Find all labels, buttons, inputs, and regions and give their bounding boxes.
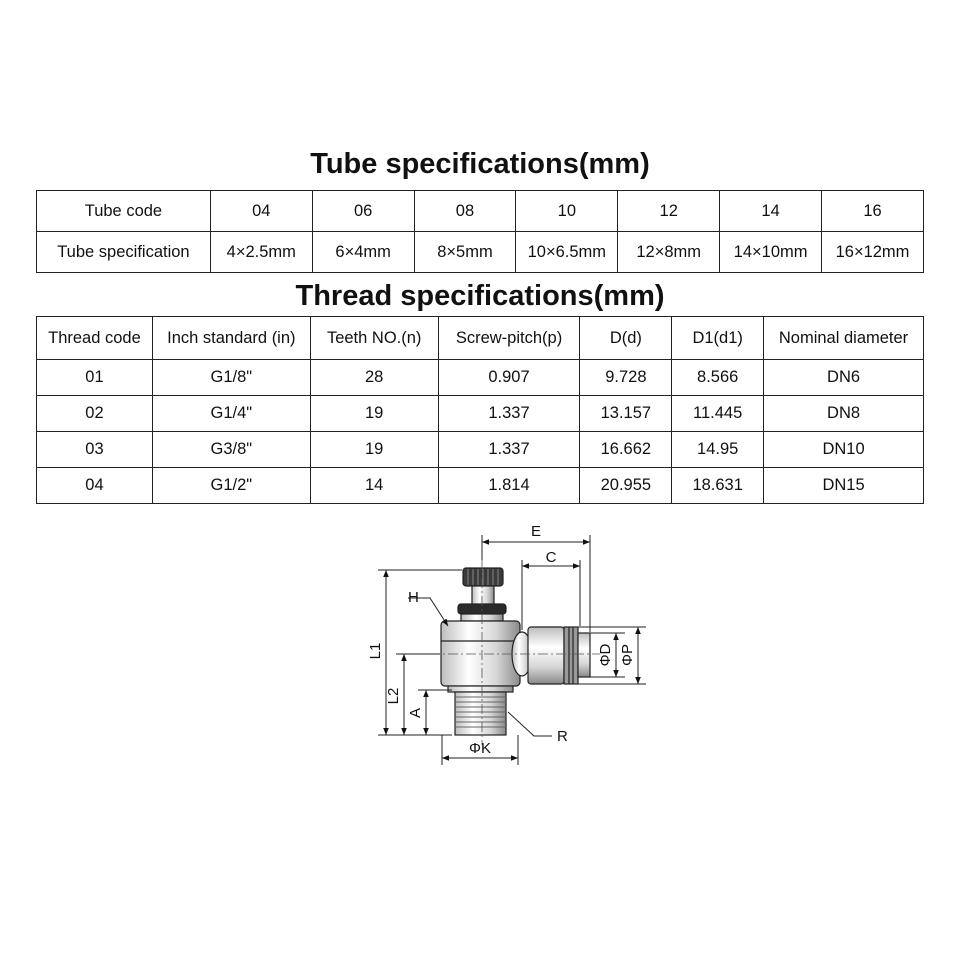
dimension-label-e: E — [530, 523, 542, 540]
table-cell: 1.337 — [438, 432, 580, 468]
table-cell: 1.337 — [438, 396, 580, 432]
table-cell: DN15 — [764, 468, 924, 504]
table-cell: 16 — [822, 191, 924, 232]
dimension-label-r: R — [557, 728, 568, 745]
dimension-label-phi-d: ΦD — [597, 643, 614, 667]
table-cell: 4×2.5mm — [210, 232, 312, 273]
table-cell: 18.631 — [672, 468, 764, 504]
table-cell: 12 — [618, 191, 720, 232]
table-cell: 6×4mm — [312, 232, 414, 273]
table-cell: 14.95 — [672, 432, 764, 468]
table-cell: G1/8" — [152, 360, 310, 396]
tube-specifications-table — [36, 190, 924, 273]
table-cell: 14 — [310, 468, 438, 504]
dimension-label-l1: L1 — [367, 642, 384, 660]
table-cell: 20.955 — [580, 468, 672, 504]
table-cell: 10×6.5mm — [516, 232, 618, 273]
dimension-label-a: A — [407, 707, 424, 719]
tube-specifications-title: Tube specifications(mm) — [310, 148, 650, 180]
column-header: Thread code — [37, 317, 153, 360]
table-cell: Tube specification — [37, 232, 211, 273]
table-cell: 19 — [310, 432, 438, 468]
column-header: Inch standard (in) — [152, 317, 310, 360]
table-cell: 12×8mm — [618, 232, 720, 273]
table-cell: 01 — [37, 360, 153, 396]
table-row — [37, 468, 924, 504]
table-cell: 0.907 — [438, 360, 580, 396]
dimension-label-phi-k: ΦK — [469, 740, 491, 757]
table-cell: 16×12mm — [822, 232, 924, 273]
table-row — [37, 232, 924, 273]
table-cell: 14×10mm — [720, 232, 822, 273]
fitting-body — [441, 568, 590, 735]
table-cell: DN6 — [764, 360, 924, 396]
table-row — [37, 191, 924, 232]
column-header: Nominal diameter — [764, 317, 924, 360]
table-cell: 08 — [414, 191, 516, 232]
table-cell: 28 — [310, 360, 438, 396]
table-cell: 1.814 — [438, 468, 580, 504]
table-cell: G1/2" — [152, 468, 310, 504]
dimension-label-l2: L2 — [385, 687, 402, 705]
table-cell: 04 — [210, 191, 312, 232]
thread-specifications-table — [36, 316, 924, 504]
table-cell: 13.157 — [580, 396, 672, 432]
table-cell: 03 — [37, 432, 153, 468]
table-cell: G1/4" — [152, 396, 310, 432]
table-cell: 06 — [312, 191, 414, 232]
table-cell: 11.445 — [672, 396, 764, 432]
table-cell: 8.566 — [672, 360, 764, 396]
table-cell: 19 — [310, 396, 438, 432]
table-cell: DN8 — [764, 396, 924, 432]
table-header-row — [37, 317, 924, 360]
column-header: D(d) — [580, 317, 672, 360]
column-header: Teeth NO.(n) — [310, 317, 438, 360]
thread-specifications-title: Thread specifications(mm) — [295, 280, 665, 312]
table-row — [37, 396, 924, 432]
table-cell: DN10 — [764, 432, 924, 468]
table-cell: 04 — [37, 468, 153, 504]
table-cell: 02 — [37, 396, 153, 432]
table-cell: G3/8" — [152, 432, 310, 468]
table-cell: 14 — [720, 191, 822, 232]
column-header: Screw-pitch(p) — [438, 317, 580, 360]
dimension-label-c: C — [545, 549, 557, 566]
table-cell: 16.662 — [580, 432, 672, 468]
table-cell: 10 — [516, 191, 618, 232]
column-header: D1(d1) — [672, 317, 764, 360]
table-cell: 8×5mm — [414, 232, 516, 273]
table-row — [37, 360, 924, 396]
fitting-dimension-drawing — [360, 515, 660, 775]
table-cell: Tube code — [37, 191, 211, 232]
dimension-label-phi-p: ΦP — [619, 644, 636, 666]
table-cell: 9.728 — [580, 360, 672, 396]
dimension-label-h: H — [408, 589, 419, 606]
table-row — [37, 432, 924, 468]
